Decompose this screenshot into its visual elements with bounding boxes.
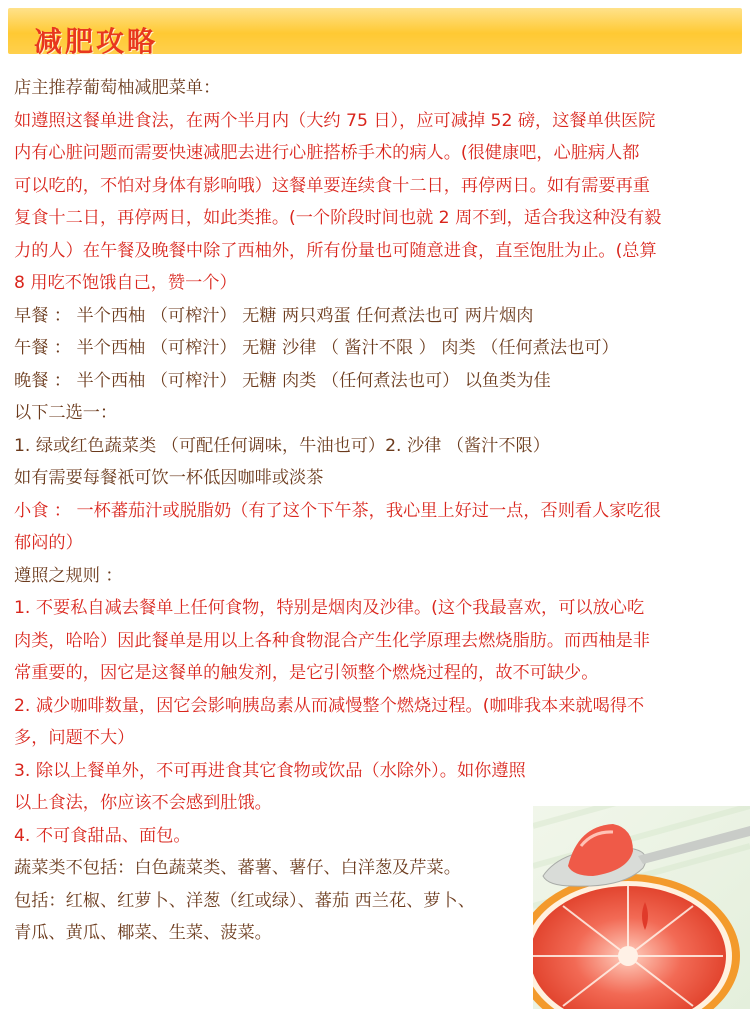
text-line: 以下二选一： [14,403,118,423]
page-title: 减肥攻略 [34,25,159,58]
text-line: 1. 绿或红色蔬菜类 （可配任何调味，牛油也可）2. 沙律 （酱汁不限） [14,435,550,456]
text-line: 2. 减少咖啡数量，因它会影响胰岛素从而减慢整个燃烧过程。(咖啡我本来就喝得不 [14,695,645,716]
text-line: 力的人）在午餐及晚餐中除了西柚外，所有份量也可随意进食，直至饱肚为止。(总算 [14,240,657,261]
text-line: 店主推荐葡萄柚减肥菜单： [14,78,221,98]
text-line: 多，问题不大） [14,728,135,748]
grapefruit-illustration [533,806,750,1009]
text-line: 如有需要每餐祇可饮一杯低因咖啡或淡茶 [14,468,324,488]
text-line: 可以吃的，不怕对身体有影响哦）这餐单要连续食十二日，再停两日。如有需要再重 [14,175,650,196]
text-line: 青瓜、黄瓜、椰菜、生菜、菠菜。 [14,923,272,943]
text-line: 常重要的，因它是这餐单的触发剂，是它引领整个燃烧过程的，故不可缺少。 [14,663,599,683]
text-line: 晚餐 ： 半个西柚 （可榨汁） 无糖 肉类 （任何煮法也可） 以鱼类为佳 [14,370,551,391]
text-line: 遵照之规则 ： [14,565,123,586]
text-line: 早餐 ： 半个西柚 （可榨汁） 无糖 两只鸡蛋 任何煮法也可 两片烟肉 [14,305,534,326]
text-line: 1. 不要私自减去餐单上任何食物，特别是烟肉及沙律。(这个我最喜欢，可以放心吃 [14,598,645,618]
text-line: 如遵照这餐单进食法，在两个半月内（大约 75 日），应可减掉 52 磅，这餐单供医院 [14,110,656,131]
grapefruit-photo [533,806,750,1009]
text-line: 郁闷的） [14,533,83,553]
text-line: 午餐 ： 半个西柚 （可榨汁） 无糖 沙律 （ 酱汁不限 ） 肉类 （任何煮法也可） [14,338,619,358]
text-line: 肉类，哈哈）因此餐单是用以上各种食物混合产生化学原理去燃烧脂肪。而西柚是非 [14,630,650,651]
text-line: 内有心脏问题而需要快速减肥去进行心脏搭桥手术的病人。(很健康吧，心脏病人都 [14,143,640,163]
text-line: 包括：红椒、红萝卜、洋葱（红或绿）、蕃茄 西兰花、萝卜、 [14,890,475,911]
header-bar [8,8,742,58]
text-line: 小食 ： 一杯蕃茄汁或脱脂奶（有了这个下午茶，我心里上好过一点，否则看人家吃很 [14,500,661,521]
text-line: 3. 除以上餐单外，不可再进食其它食物或饮品（水除外）。如你遵照 [14,760,526,781]
text-line: 8 用吃不饱饿自己，赞一个） [14,273,237,293]
text-line: 4. 不可食甜品、面包。 [14,825,191,846]
text-line: 以上食法，你应该不会感到肚饿。 [14,793,272,813]
text-line: 复食十二日，再停两日，如此类推。(一个阶段时间也就 2 周不到，适合我这种没有毅 [14,208,662,228]
text-line: 蔬菜类不包括：白色蔬菜类、蕃薯、薯仔、白洋葱及芹菜。 [14,858,461,878]
